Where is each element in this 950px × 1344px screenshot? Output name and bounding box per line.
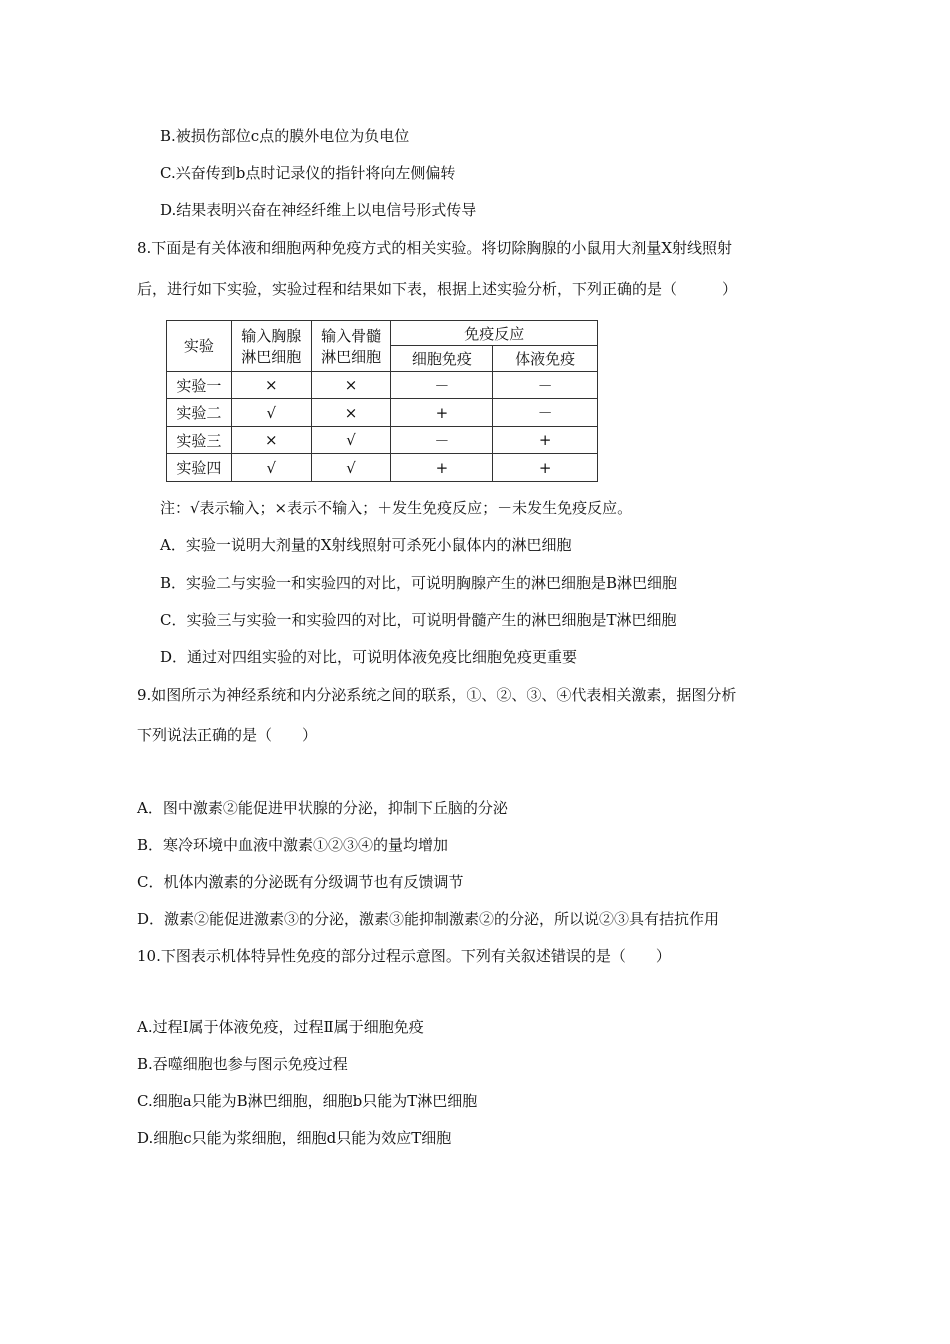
cell-humoral: + — [493, 426, 598, 454]
header-experiment: 实验 — [167, 321, 232, 372]
row-name: 实验三 — [167, 426, 232, 454]
table-row — [167, 426, 598, 454]
q7-option-b: B.被损伤部位c点的膜外电位为负电位 — [160, 127, 410, 145]
cell-marrow: × — [311, 399, 391, 427]
cell-cellular: + — [391, 454, 493, 482]
header-humoral-immunity: 体液免疫 — [493, 346, 598, 371]
cell-thymus: × — [231, 426, 311, 454]
experiment-table — [166, 320, 598, 482]
q8-stem-line1: 8.下面是有关体液和细胞两种免疫方式的相关实验。将切除胸腺的小鼠用大剂量X射线照射 — [137, 239, 732, 257]
q10-option-c: C.细胞a只能为B淋巴细胞，细胞b只能为T淋巴细胞 — [137, 1092, 478, 1110]
cell-marrow: √ — [311, 426, 391, 454]
q9-option-c: C．机体内激素的分泌既有分级调节也有反馈调节 — [137, 873, 464, 891]
table-row — [167, 399, 598, 427]
table-row — [167, 371, 598, 399]
cell-cellular: － — [391, 371, 493, 399]
q7-option-d: D.结果表明兴奋在神经纤维上以电信号形式传导 — [160, 201, 477, 219]
q9-stem-line1: 9.如图所示为神经系统和内分泌系统之间的联系，①、②、③、④代表相关激素，据图分析 — [137, 686, 737, 704]
q10-option-d: D.细胞c只能为浆细胞，细胞d只能为效应T细胞 — [137, 1129, 452, 1147]
q9-option-d: D．激素②能促进激素③的分泌，激素③能抑制激素②的分泌，所以说②③具有拮抗作用 — [137, 910, 720, 928]
header-cellular-immunity: 细胞免疫 — [391, 346, 493, 371]
row-name: 实验四 — [167, 454, 232, 482]
cell-humoral: + — [493, 454, 598, 482]
q8-option-d: D．通过对四组实验的对比，可说明体液免疫比细胞免疫更重要 — [160, 648, 578, 666]
cell-cellular: － — [391, 426, 493, 454]
q10-option-b: B.吞噬细胞也参与图示免疫过程 — [137, 1055, 348, 1073]
cell-thymus: √ — [231, 454, 311, 482]
q8-stem-line2: 后，进行如下实验，实验过程和结果如下表，根据上述实验分析，下列正确的是（ ） — [137, 280, 738, 298]
q8-option-a: A．实验一说明大剂量的X射线照射可杀死小鼠体内的淋巴细胞 — [160, 536, 572, 554]
q8-table-note: 注：√表示输入；×表示不输入；＋发生免疫反应；－未发生免疫反应。 — [160, 499, 633, 517]
cell-thymus: × — [231, 371, 311, 399]
q10-option-a: A.过程Ⅰ属于体液免疫，过程Ⅱ属于细胞免疫 — [137, 1018, 424, 1036]
q9-option-a: A．图中激素②能促进甲状腺的分泌，抑制下丘脑的分泌 — [137, 799, 508, 817]
cell-marrow: √ — [311, 454, 391, 482]
q9-option-b: B．寒冷环境中血液中激素①②③④的量均增加 — [137, 836, 449, 854]
cell-thymus: √ — [231, 399, 311, 427]
q8-option-b: B．实验二与实验一和实验四的对比，可说明胸腺产生的淋巴细胞是B淋巴细胞 — [160, 574, 678, 592]
q7-option-c: C.兴奋传到b点时记录仪的指针将向左侧偏转 — [160, 164, 456, 182]
header-thymus-lymphocyte — [231, 321, 311, 372]
q10-stem: 10.下图表示机体特异性免疫的部分过程示意图。下列有关叙述错误的是（ ） — [137, 947, 671, 965]
header-marrow-lymphocyte — [311, 321, 391, 372]
header-marrow-line2: 淋巴细胞 — [321, 347, 382, 366]
header-thymus-line2: 淋巴细胞 — [241, 347, 302, 366]
row-name: 实验二 — [167, 399, 232, 427]
q8-option-c: C．实验三与实验一和实验四的对比，可说明骨髓产生的淋巴细胞是T淋巴细胞 — [160, 611, 677, 629]
header-thymus-line1: 输入胸腺 — [241, 326, 302, 345]
header-immune-response: 免疫反应 — [391, 321, 598, 346]
row-name: 实验一 — [167, 371, 232, 399]
cell-cellular: + — [391, 399, 493, 427]
cell-humoral: － — [493, 371, 598, 399]
q9-stem-line2: 下列说法正确的是（ ） — [137, 726, 318, 744]
header-marrow-line1: 输入骨髓 — [321, 326, 382, 345]
table-row — [167, 454, 598, 482]
cell-marrow: × — [311, 371, 391, 399]
cell-humoral: － — [493, 399, 598, 427]
